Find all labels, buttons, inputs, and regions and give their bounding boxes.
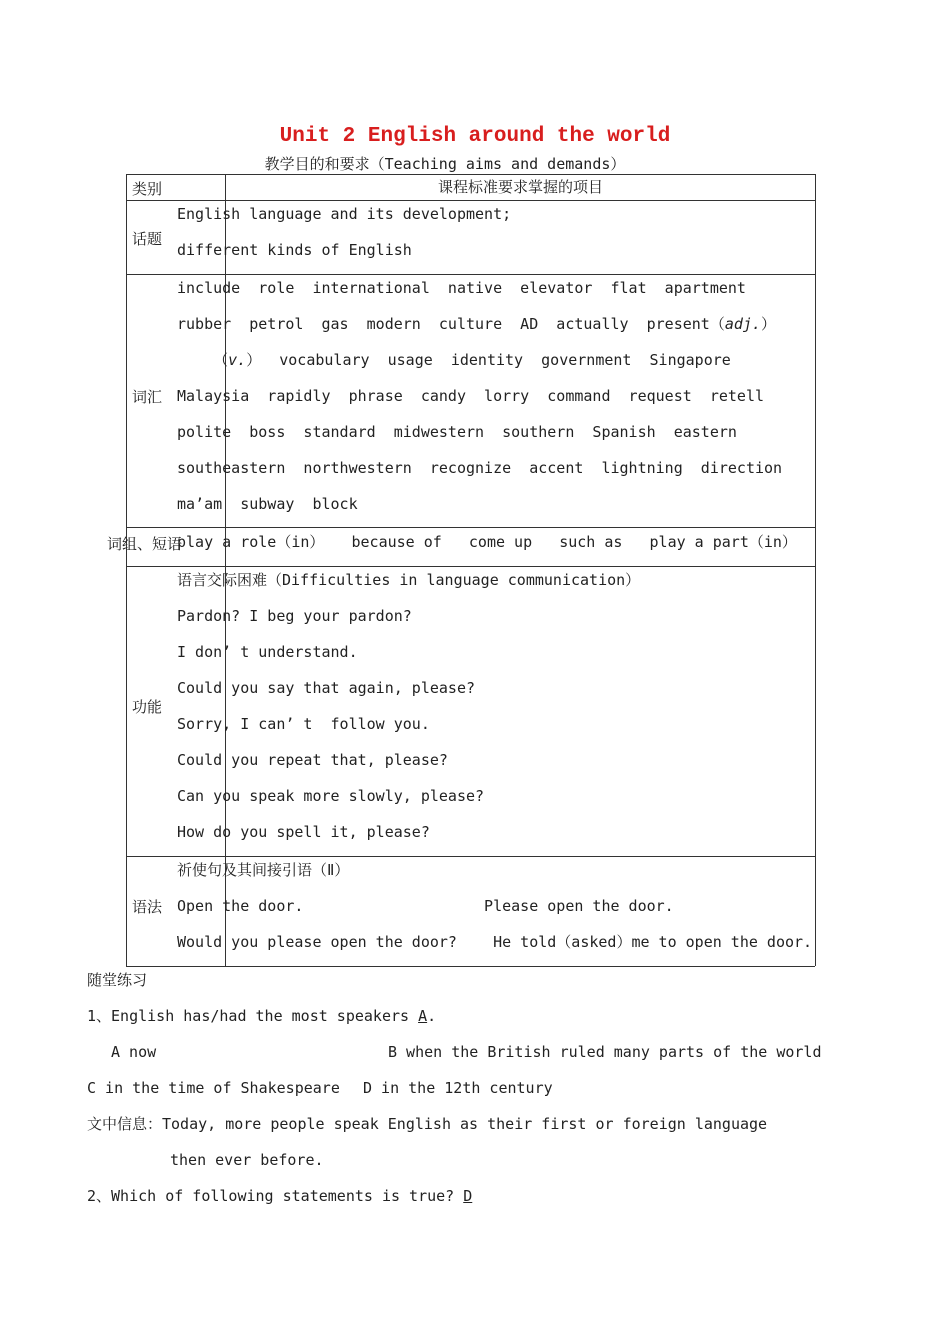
header-category: 类别 (132, 180, 163, 198)
table-border-right (815, 174, 816, 966)
option-d: D in the 12th century (363, 1079, 553, 1097)
table-border-left (126, 174, 127, 966)
info-line: 文中信息：Today, more people speak English as their first or foreign language (87, 1115, 768, 1133)
topic-label: 话题 (132, 230, 163, 248)
topic-line: different kinds of English (177, 241, 412, 259)
vocab-pos: adj. (724, 315, 761, 333)
table-divider (126, 527, 815, 528)
vocab-text: ） vocabulary usage identity government Singapore (246, 351, 731, 369)
vocab-text: ） (760, 315, 776, 333)
info-line: then ever before. (170, 1151, 324, 1169)
function-line: How do you spell it, please? (177, 823, 430, 841)
answer: A (418, 1007, 428, 1025)
function-line: Could you say that again, please? (177, 679, 476, 697)
table-divider (126, 274, 815, 275)
vocab-line (177, 315, 776, 333)
option-b: B when the British ruled many parts of the world (388, 1043, 822, 1061)
grammar-line: Open the door. Please open the door. (177, 897, 674, 915)
topic-line: English language and its development; (177, 205, 512, 223)
question-2 (87, 1187, 472, 1205)
option-c: C in the time of Shakespeare (87, 1079, 340, 1097)
answer: D (463, 1187, 473, 1205)
phrases-line: play a role（in） because of come up such as play a part（in） (177, 533, 797, 551)
grammar-line: Would you please open the door? He told（asked）me to open the door. (177, 933, 813, 951)
document-subtitle: 教学目的和要求（Teaching aims and demands） (264, 155, 626, 173)
table-divider (126, 200, 815, 201)
function-line: Pardon? I beg your pardon? (177, 607, 412, 625)
vocab-pos: v. (228, 351, 247, 369)
grammar-line: 祈使句及其间接引语（Ⅱ） (177, 861, 350, 879)
exercise-heading: 随堂练习 (87, 971, 148, 989)
table-border-bottom (126, 966, 815, 967)
vocab-line: include role international native elevator flat apartment (177, 279, 746, 297)
vocab-text: （ (177, 351, 229, 369)
table-divider (126, 566, 815, 567)
grammar-label: 语法 (132, 898, 163, 916)
document-title: Unit 2 English around the world (279, 125, 671, 148)
option-a: A now (111, 1043, 157, 1061)
function-line: Could you repeat that, please? (177, 751, 448, 769)
vocab-label: 词汇 (132, 388, 163, 406)
question-text: 1、English has/had the most speakers (87, 1007, 419, 1025)
function-line: Sorry, I can’ t follow you. (177, 715, 430, 733)
vocab-line: Malaysia rapidly phrase candy lorry command request retell (177, 387, 764, 405)
header-items: 课程标准要求掌握的项目 (437, 178, 603, 196)
vocab-line: southeastern northwestern recognize accent lightning direction (177, 459, 783, 477)
question-text: 2、Which of following statements is true? (87, 1187, 464, 1205)
vocab-line (177, 351, 731, 369)
phrases-label: 词组、短语 (107, 535, 183, 553)
function-line: Can you speak more slowly, please? (177, 787, 485, 805)
vocab-line: ma’am subway block (177, 495, 358, 513)
vocab-text: rubber petrol gas modern culture AD actually present（ (177, 315, 725, 333)
function-label: 功能 (132, 698, 163, 716)
function-line: I don’ t understand. (177, 643, 358, 661)
table-border-top (126, 174, 815, 175)
table-divider (126, 856, 815, 857)
vocab-line: polite boss standard midwestern southern Spanish eastern (177, 423, 737, 441)
question-text: . (427, 1007, 437, 1025)
function-line: 语言交际困难（Difficulties in language communication） (177, 571, 641, 589)
question-1 (87, 1007, 436, 1025)
